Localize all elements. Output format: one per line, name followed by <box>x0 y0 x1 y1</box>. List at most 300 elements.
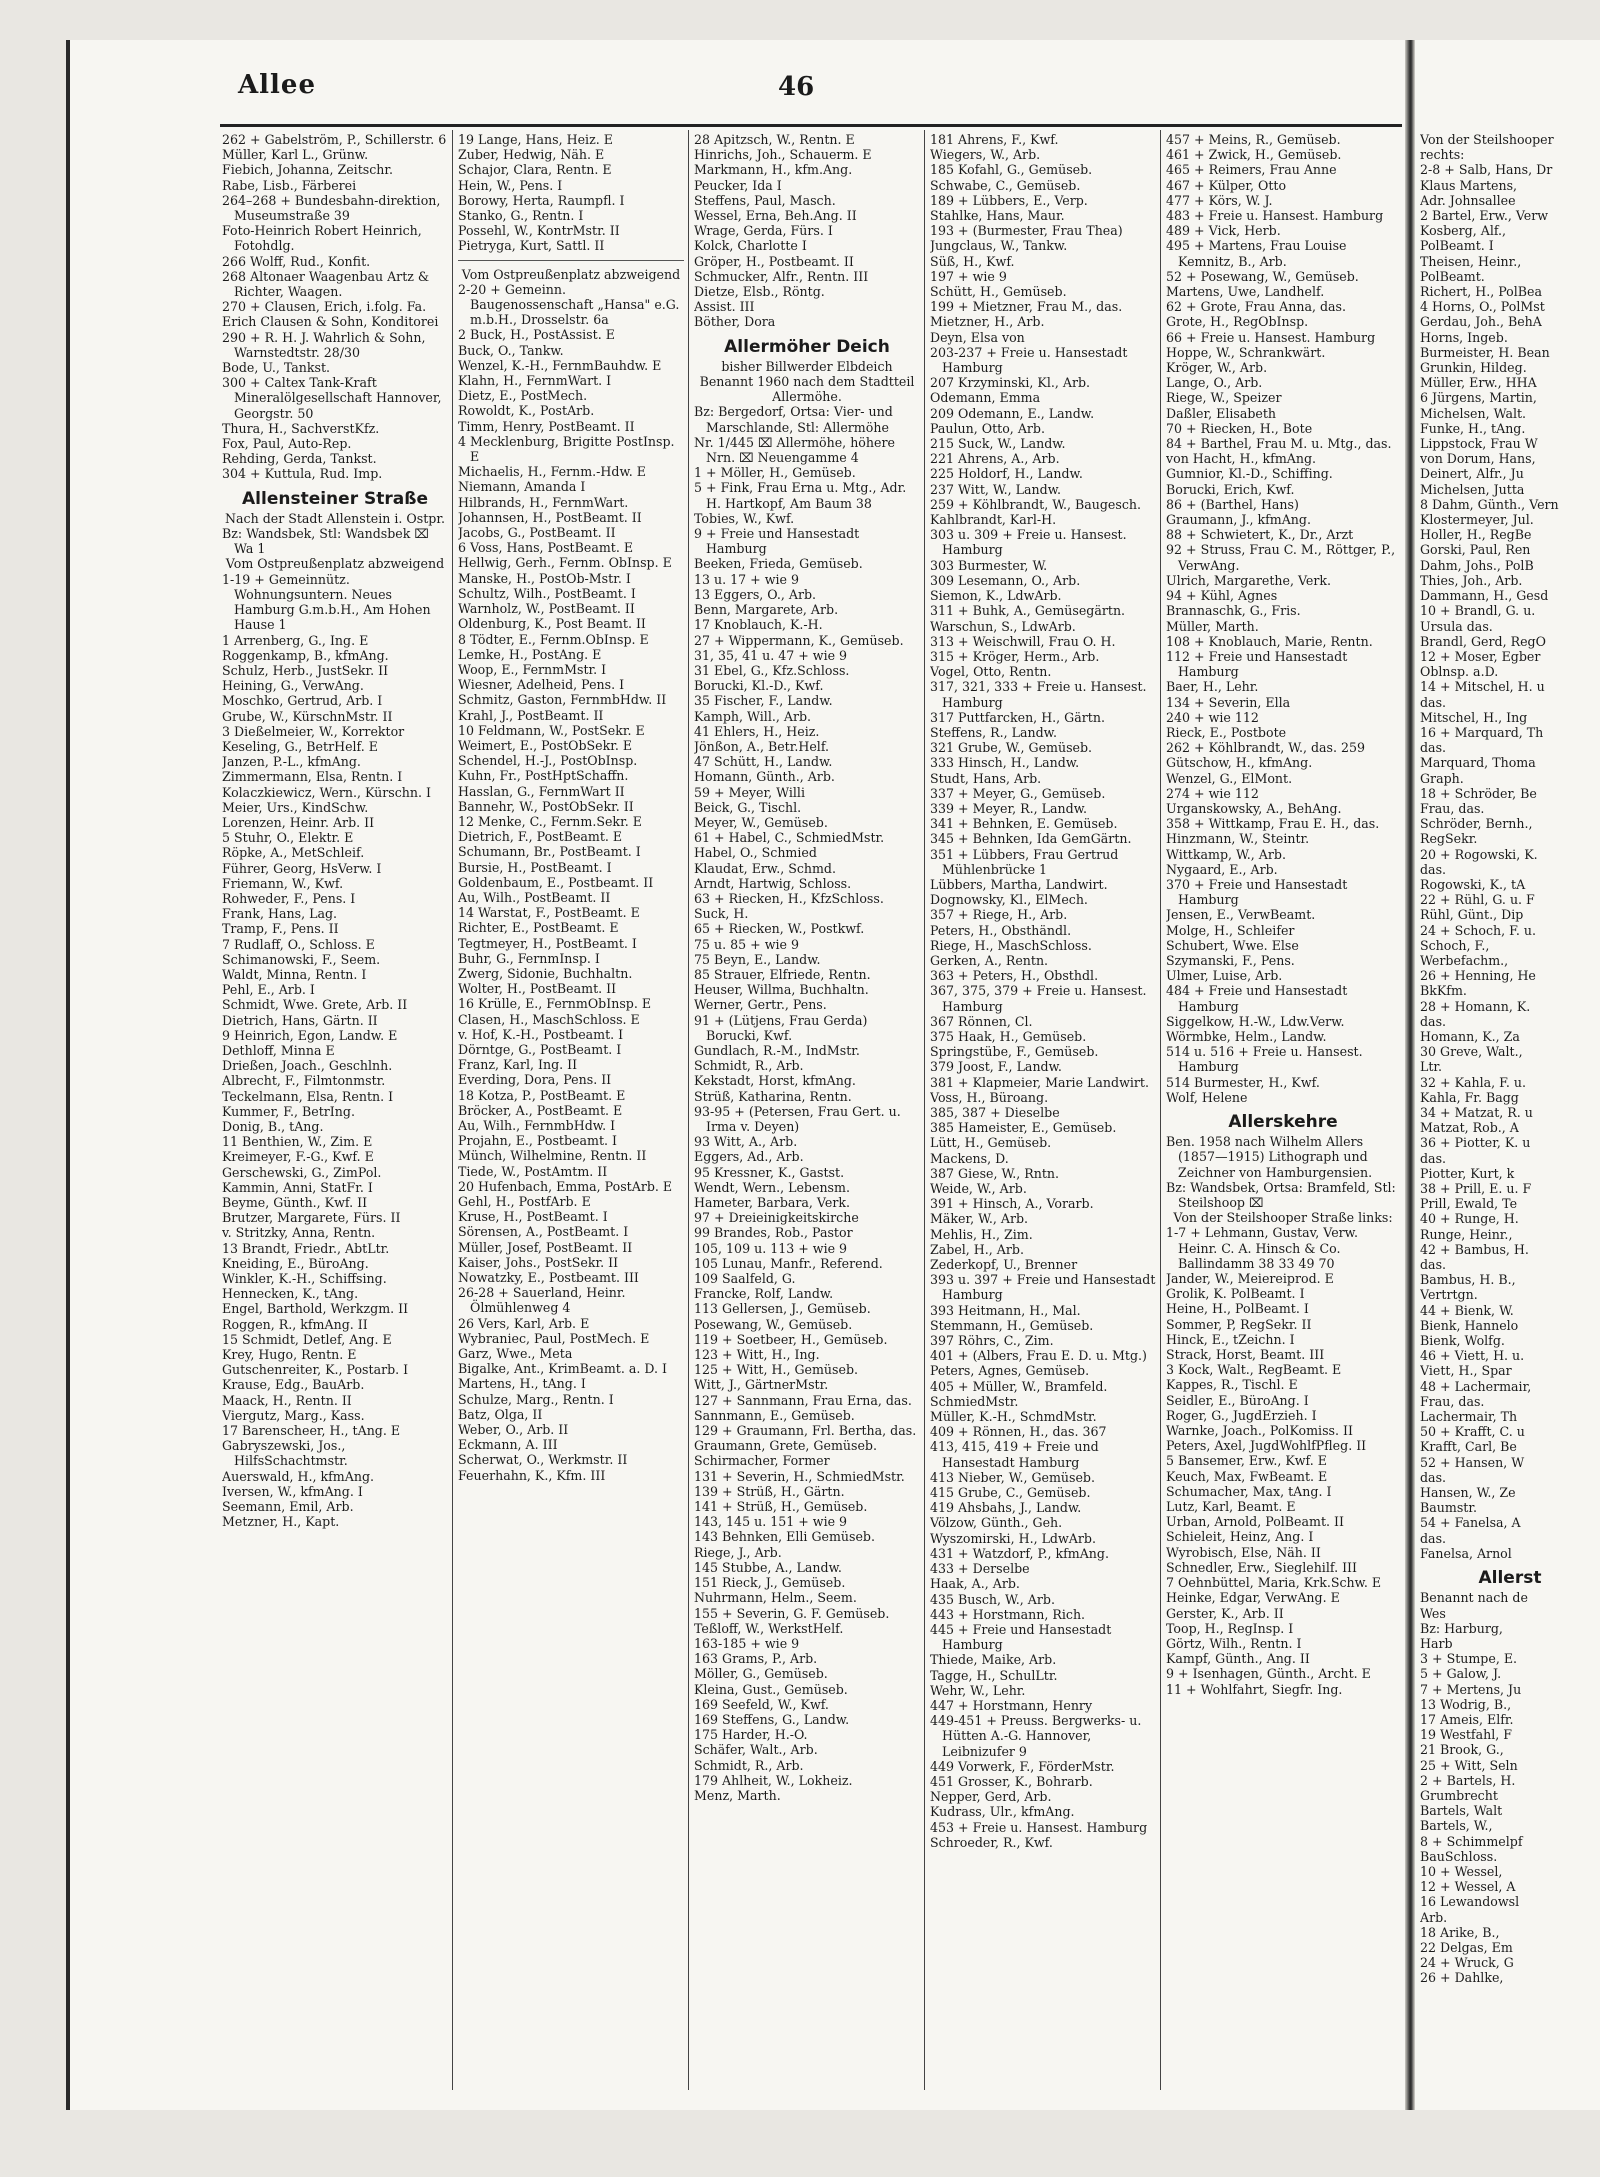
directory-entry: Fanelsa, Arnol <box>1420 1545 1512 1561</box>
directory-entry: 1 Arrenberg, G., Ing. E <box>222 632 369 648</box>
directory-entry: Ulmer, Luise, Arb. <box>1166 968 1283 984</box>
directory-entry: das. <box>1420 1257 1447 1273</box>
directory-entry: Projahn, E., Postbeamt. I <box>458 1133 617 1149</box>
directory-entry: 163-185 + wie 9 <box>694 1635 800 1651</box>
directory-entry: 453 + Freie u. Hansest. Hamburg <box>930 1819 1148 1835</box>
street-heading: Allerst <box>1478 1568 1542 1589</box>
directory-entry: 203-237 + Freie u. Hansestadt Hamburg <box>930 344 1128 376</box>
directory-entry: 12 Menke, C., Fernm.Sekr. E <box>458 813 642 829</box>
directory-entry: 2-20 + Gemeinn. Baugenossenschaft „Hansa" e.G. m.b.H., Drosselstr. 6a <box>458 281 680 328</box>
directory-entry: Krey, Hugo, Rentn. E <box>222 1347 357 1363</box>
directory-entry: 179 Ahlheit, W., Lokheiz. <box>694 1772 853 1788</box>
directory-entry: 381 + Klapmeier, Marie Landwirt. <box>930 1074 1149 1090</box>
directory-entry: 449-451 + Preuss. Bergwerks- u. Hütten A.-G. Hannover, Leibnizufer 9 <box>930 1713 1142 1759</box>
directory-entry: 8 + Schimmelpf <box>1420 1833 1523 1849</box>
directory-entry: Homann, Günth., Arb. <box>694 769 835 785</box>
page-number: 46 <box>778 72 815 102</box>
directory-entry: 465 + Reimers, Frau Anne <box>1166 162 1337 178</box>
directory-entry: 54 + Fanelsa, A <box>1420 1515 1521 1531</box>
directory-entry: Tegtmeyer, H., PostBeamt. I <box>458 935 637 951</box>
column-divider <box>688 130 689 2090</box>
directory-entry: v. Hof, K.-H., Postbeamt. I <box>458 1026 624 1042</box>
directory-entry: Scherwat, O., Werkmstr. II <box>458 1452 628 1468</box>
directory-entry: Dognowsky, Kl., ElMech. <box>930 892 1088 908</box>
directory-entry: 30 Greve, Walt., <box>1420 1044 1523 1060</box>
directory-entry: Teckelmann, Elsa, Rentn. I <box>222 1088 394 1104</box>
directory-entry: Keseling, G., BetrHelf. E <box>222 738 378 754</box>
directory-entry: 3 + Stumpe, E. <box>1420 1651 1518 1667</box>
directory-entry: Schendel, H.-J., PostObInsp. <box>458 753 638 769</box>
directory-entry: Borucki, Kl.-D., Kwf. <box>694 678 824 694</box>
directory-entry: Thiede, Maike, Arb. <box>930 1652 1057 1668</box>
directory-entry: Bambus, H. B., <box>1420 1272 1516 1288</box>
directory-entry: Rohweder, F., Pens. I <box>222 890 356 906</box>
directory-entry: Wörmbke, Helm., Landw. <box>1166 1028 1327 1044</box>
directory-entry: Wessel, Erna, Beh.Ang. II <box>694 208 857 224</box>
directory-entry: Zabel, H., Arb. <box>930 1241 1024 1257</box>
directory-entry: 435 Busch, W., Arb. <box>930 1591 1055 1607</box>
directory-entry: 449 Vorwerk, F., FörderMstr. <box>930 1758 1115 1774</box>
directory-entry: Drießen, Joach., Geschlnh. <box>222 1058 393 1074</box>
directory-entry: Toop, H., RegInsp. I <box>1166 1620 1294 1636</box>
directory-entry: Stemmann, H., Gemüseb. <box>930 1317 1094 1333</box>
directory-entry: 415 Grube, C., Gemüseb. <box>930 1485 1091 1501</box>
directory-entry: Möller, G., Gemüseb. <box>694 1666 828 1682</box>
directory-entry: Kummer, F., BetrIng. <box>222 1103 355 1119</box>
directory-entry: Hoppe, W., Schrankwärt. <box>1166 344 1326 360</box>
directory-entry: Eggers, Ad., Arb. <box>694 1149 804 1165</box>
directory-entry: das. <box>1420 694 1447 710</box>
directory-entry: Martens, H., tAng. I <box>458 1376 586 1392</box>
directory-entry: Bienk, Hannelo <box>1420 1317 1519 1333</box>
directory-entry: Schumann, Br., PostBeamt. I <box>458 844 641 860</box>
directory-entry: 145 Stubbe, A., Landw. <box>694 1559 842 1575</box>
directory-entry: Albrecht, F., Filmtonmstr. <box>222 1073 386 1089</box>
directory-entry: Nr. 1/445 ⌧ Allermöhe, höhere Nrn. ⌧ Neuengamme 4 <box>694 434 895 466</box>
directory-entry: Weimert, E., PostObSekr. E <box>458 737 633 753</box>
directory-entry: Clasen, H., MaschSchloss. E <box>458 1011 640 1027</box>
directory-entry: Hinzmann, W., Steintr. <box>1166 831 1310 847</box>
directory-entry: Roggenkamp, B., kfmAng. <box>222 647 389 663</box>
directory-entry: Witt, J., GärtnerMstr. <box>694 1377 829 1393</box>
directory-entry: Mäker, W., Arb. <box>930 1211 1029 1227</box>
directory-entry: 97 + Dreieinigkeitskirche <box>694 1210 859 1226</box>
directory-entry: Zederkopf, U., Brenner <box>930 1257 1078 1273</box>
directory-entry: 11 Benthien, W., Zim. E <box>222 1134 373 1150</box>
directory-entry: Marquard, Thoma <box>1420 755 1536 771</box>
directory-entry: 113 Gellersen, J., Gemüseb. <box>694 1301 871 1317</box>
directory-entry: Mehlis, H., Zim. <box>930 1226 1033 1242</box>
directory-entry: Oblnsp. a.D. <box>1420 664 1499 680</box>
directory-entry: Heuser, Willma, Buchhaltn. <box>694 982 869 998</box>
directory-entry: Wybraniec, Paul, PostMech. E <box>458 1330 650 1346</box>
directory-entry: 129 + Graumann, Frl. Bertha, das. <box>694 1423 917 1439</box>
directory-entry: Lippstock, Frau W <box>1420 436 1538 452</box>
directory-entry: das. <box>1420 740 1447 756</box>
directory-entry: 13 Wodrig, B., <box>1420 1696 1512 1712</box>
directory-entry: 31 Ebel, G., Kfz.Schloss. <box>694 662 850 678</box>
directory-entry: 52 + Hansen, W <box>1420 1454 1525 1470</box>
directory-entry: 9 Heinrich, Egon, Landw. E <box>222 1027 398 1043</box>
directory-entry: Warnke, Joach., PolKomiss. II <box>1166 1423 1353 1439</box>
directory-entry: 339 + Meyer, R., Landw. <box>930 800 1087 816</box>
directory-entry: Everding, Dora, Pens. II <box>458 1072 612 1088</box>
directory-entry: Seidler, E., BüroAng. I <box>1166 1392 1309 1408</box>
directory-entry: Gerdau, Joh., BehA <box>1420 314 1542 330</box>
directory-entry: Donig, B., tAng. <box>222 1119 324 1134</box>
directory-entry: 375 Haak, H., Gemüseb. <box>930 1028 1087 1044</box>
directory-entry: 337 + Meyer, G., Gemüseb. <box>930 785 1106 801</box>
directory-entry: 2 Buck, H., PostAssist. E <box>458 327 615 343</box>
directory-entry: Au, Wilh., FernmbHdw. I <box>458 1118 616 1133</box>
directory-entry: 15 Schmidt, Detlef, Ang. E <box>222 1331 392 1347</box>
directory-entry: Frau, das. <box>1420 800 1485 816</box>
directory-entry: 91 + (Lütjens, Frau Gerda) Borucki, Kwf. <box>694 1012 868 1043</box>
book-gutter <box>1405 40 1415 2110</box>
directory-entry: Kahlbrandt, Karl-H. <box>930 512 1057 528</box>
directory-entry: Schmidt, R., Arb. <box>694 1058 804 1074</box>
directory-entry: Pehl, E., Arb. I <box>222 982 315 998</box>
scan-margin <box>66 2110 1600 2177</box>
directory-entry: 20 Hufenbach, Emma, PostArb. E <box>458 1178 673 1194</box>
directory-entry: Grote, H., RegObInsp. <box>1166 314 1309 330</box>
directory-entry: 84 + Barthel, Frau M. u. Mtg., das. <box>1166 436 1392 452</box>
directory-entry: 26-28 + Sauerland, Heinr. Ölmühlenweg 4 <box>458 1285 626 1316</box>
directory-entry: Niemann, Amanda I <box>458 479 586 495</box>
directory-entry: Kleina, Gust., Gemüseb. <box>694 1681 848 1697</box>
directory-entry: Krause, Edg., BauArb. <box>222 1377 365 1393</box>
directory-entry: 197 + wie 9 <box>930 268 1007 284</box>
directory-entry: 290 + R. H. J. Wahrlich & Sohn, Warnstedtstr. 28/30 <box>222 329 426 360</box>
directory-entry: 75 u. 85 + wie 9 <box>694 936 800 952</box>
directory-entry: Roggen, R., kfmAng. II <box>222 1316 368 1332</box>
directory-entry: Grunkin, Hildeg. <box>1420 360 1527 376</box>
directory-entry: Suck, H. <box>694 906 749 922</box>
directory-entry: Gröper, H., Postbeamt. II <box>694 253 854 269</box>
directory-entry: Schieleit, Heinz, Ang. I <box>1166 1529 1314 1545</box>
directory-entry: Meyer, W., Gemüseb. <box>694 814 828 830</box>
directory-entry: Frank, Hans, Lag. <box>222 906 338 922</box>
directory-entry: 38 + Prill, E. u. F <box>1420 1181 1532 1197</box>
directory-entry: 10 + Wessel, <box>1420 1863 1503 1879</box>
directory-entry: 300 + Caltex Tank-Kraft Mineralölgesellschaft Hannover, Georgstr. 50 <box>222 375 442 421</box>
directory-entry: Mitschel, H., Ing <box>1420 709 1528 725</box>
directory-entry: 367, 375, 379 + Freie u. Hansest. Hamburg <box>930 983 1147 1014</box>
directory-entry: Beyme, Günth., Kwf. II <box>222 1195 368 1211</box>
directory-entry: Kamph, Will., Arb. <box>694 708 812 724</box>
directory-entry: v. Stritzky, Anna, Rentn. <box>222 1225 376 1241</box>
directory-entry: Gerster, K., Arb. II <box>1166 1605 1284 1621</box>
directory-entry: Dietz, E., PostMech. <box>458 388 588 404</box>
directory-entry: Kreimeyer, F.-G., Kwf. E <box>222 1149 374 1165</box>
directory-entry: Schmitz, Gaston, FernmbHdw. II <box>458 692 667 708</box>
street-note: Vom Ostpreußenplatz abzweigend <box>225 556 445 572</box>
column-3 <box>694 132 920 2102</box>
directory-entry: BauSchloss. <box>1420 1848 1498 1864</box>
directory-entry: Tramp, F., Pens. II <box>222 921 339 937</box>
directory-entry: 5 + Fink, Frau Erna u. Mtg., Adr. H. Hartkopf, Am Baum 38 <box>694 480 907 511</box>
directory-entry: 357 + Riege, H., Arb. <box>930 907 1068 923</box>
directory-entry: 4 Horns, O., PolMst <box>1420 299 1545 315</box>
directory-entry: Waldt, Minna, Rentn. I <box>222 966 367 982</box>
directory-entry: Bz: Bergedorf, Ortsa: Vier- und Marschlande, Stl: Allermöhe <box>694 404 893 435</box>
directory-entry: 6 Jürgens, Martin, <box>1420 390 1537 406</box>
directory-entry: Gumnior, Kl.-D., Schiffing. <box>1166 466 1333 482</box>
directory-entry: Schmucker, Alfr., Rentn. III <box>694 268 869 284</box>
directory-entry: Woop, E., FernmMstr. I <box>458 661 607 677</box>
street-heading: Allensteiner Straße <box>242 488 428 509</box>
directory-entry: Schajor, Clara, Rentn. E <box>458 162 612 178</box>
directory-entry: 112 + Freie und Hansestadt Hamburg <box>1166 648 1348 680</box>
directory-entry: Jönßon, A., Betr.Helf. <box>694 738 830 754</box>
directory-entry: Johannsen, H., PostBeamt. II <box>458 509 642 525</box>
directory-entry: 367 Rönnen, Cl. <box>930 1013 1033 1029</box>
directory-entry: Au, Wilh., PostBeamt. II <box>458 889 611 905</box>
directory-entry: Schröder, Bernh., <box>1420 816 1533 832</box>
directory-entry: 461 + Zwick, H., Gemüseb. <box>1166 147 1342 163</box>
directory-entry: Wolf, Helene <box>1166 1089 1248 1105</box>
directory-entry: 17 Knoblauch, K.-H. <box>694 617 823 633</box>
directory-entry: Lutz, Karl, Beamt. E <box>1166 1499 1296 1515</box>
directory-entry: 151 Rieck, J., Gemüseb. <box>694 1575 846 1591</box>
directory-entry: SchmiedMstr. <box>930 1393 1019 1409</box>
directory-entry: Theisen, Heinr., <box>1420 253 1522 269</box>
directory-entry: Krahl, J., PostBeamt. II <box>458 707 604 723</box>
directory-entry: Brutzer, Margarete, Fürs. II <box>222 1210 401 1226</box>
directory-entry: Lachermair, Th <box>1420 1409 1518 1425</box>
directory-entry: Richert, H., PolBea <box>1420 284 1542 300</box>
directory-entry: 4 Mecklenburg, Brigitte PostInsp. E <box>458 433 675 465</box>
directory-entry: 6 Voss, Hans, PostBeamt. E <box>458 540 634 556</box>
directory-entry: Weide, W., Arb. <box>930 1181 1027 1197</box>
directory-entry: Baumstr. <box>1420 1500 1477 1516</box>
header-rule <box>220 124 1402 127</box>
column-divider <box>924 130 925 2090</box>
directory-entry: Steffens, R., Landw. <box>930 724 1057 740</box>
directory-entry: Klaudat, Erw., Schmd. <box>694 860 836 876</box>
directory-entry: Wyszomirski, H., LdwArb. <box>930 1530 1096 1546</box>
directory-entry: Hinrichs, Joh., Schauerm. E <box>694 147 872 163</box>
directory-entry: Urganskowsky, A., BehAng. <box>1166 800 1342 816</box>
directory-entry: Schroeder, R., Kwf. <box>930 1834 1053 1850</box>
directory-entry: 19 Westfahl, F <box>1420 1727 1512 1743</box>
directory-entry: Steffens, Paul, Masch. <box>694 192 836 208</box>
column-1 <box>222 132 448 2102</box>
directory-entry: Lange, O., Arb. <box>1166 375 1263 391</box>
directory-entry: 75 Beyn, E., Landw. <box>694 951 821 967</box>
directory-entry: Von der Steilshooper <box>1420 132 1554 147</box>
directory-entry: Schirmacher, Former <box>694 1453 830 1469</box>
directory-entry: 27 + Wippermann, K., Gemüseb. <box>694 632 904 648</box>
directory-entry: Strüß, Katharina, Rentn. <box>694 1088 852 1104</box>
directory-entry: Bartels, W., <box>1420 1818 1493 1834</box>
directory-entry: 199 + Mietzner, Frau M., das. <box>930 299 1123 315</box>
directory-entry: 393 u. 397 + Freie und Hansestadt Hamburg <box>930 1272 1156 1303</box>
directory-entry: 181 Ahrens, F., Kwf. <box>930 132 1059 147</box>
directory-entry: Görtz, Wilh., Rentn. I <box>1166 1635 1302 1651</box>
directory-entry: 18 Arike, B., <box>1420 1924 1500 1940</box>
directory-entry: Schmidt, R., Arb. <box>694 1757 804 1773</box>
directory-entry: 266 Wolff, Rud., Konfit. <box>222 253 371 269</box>
directory-entry: 317, 321, 333 + Freie u. Hansest. Hamburg <box>930 679 1147 710</box>
directory-entry: Bode, U., Tankst. <box>222 360 331 376</box>
column-5 <box>1166 132 1400 2102</box>
directory-entry: Engel, Barthold, Werkzgm. II <box>222 1301 409 1317</box>
directory-entry: 221 Ahrens, A., Arb. <box>930 451 1060 467</box>
directory-entry: Sörensen, A., PostBeamt. I <box>458 1224 629 1240</box>
directory-entry: Mackens, D. <box>930 1150 1009 1166</box>
directory-entry: 333 Hinsch, H., Landw. <box>930 755 1080 771</box>
directory-entry: 18 + Schröder, Be <box>1420 785 1537 801</box>
directory-entry: 141 + Strüß, H., Gemüseb. <box>694 1499 868 1515</box>
directory-entry: Mietzner, H., Arb. <box>930 314 1045 330</box>
directory-entry: Vertrtgn. <box>1420 1287 1478 1303</box>
directory-entry: Francke, Rolf, Landw. <box>694 1286 834 1302</box>
directory-entry: Hein, W., Pens. I <box>458 177 563 193</box>
directory-entry: Jungclaus, W., Tankw. <box>930 238 1068 254</box>
directory-entry: Schoch, F., <box>1420 937 1490 953</box>
directory-entry: 119 + Soetbeer, H., Gemüseb. <box>694 1331 888 1347</box>
directory-entry: Paulun, Otto, Arb. <box>930 420 1045 436</box>
directory-entry: Tobies, W., Kwf. <box>694 510 795 526</box>
directory-entry: Völzow, Günth., Geh. <box>930 1515 1063 1531</box>
directory-entry: Nowatzky, E., Postbeamt. III <box>458 1270 639 1286</box>
directory-entry: Thies, Joh., Arb. <box>1420 572 1523 588</box>
street-heading: Allerskehre <box>1228 1112 1338 1132</box>
directory-entry: Dietze, Elsb., Röntg. <box>694 284 825 300</box>
directory-entry: 413, 415, 419 + Freie und Hansestadt Hamburg <box>930 1439 1099 1470</box>
directory-entry: Hameter, Barbara, Verk. <box>694 1195 850 1211</box>
directory-entry: 94 + Kühl, Agnes <box>1166 588 1278 604</box>
directory-entry: Burmeister, H. Bean <box>1420 344 1550 360</box>
directory-entry: 303 Burmester, W. <box>930 557 1048 573</box>
directory-entry: 47 Schütt, H., Landw. <box>694 754 833 770</box>
directory-entry: 155 + Severin, G. F. Gemüseb. <box>694 1605 890 1621</box>
directory-entry: 24 + Schoch, F. u. <box>1420 922 1537 938</box>
directory-entry: 209 Odemann, E., Landw. <box>930 405 1095 421</box>
directory-entry: Graumann, Grete, Gemüseb. <box>694 1438 877 1454</box>
directory-entry: Runge, Heinr., <box>1420 1226 1513 1242</box>
directory-entry: 457 + Meins, R., Gemüseb. <box>1166 132 1341 147</box>
directory-entry: das. <box>1420 1150 1447 1166</box>
directory-entry: Ulrich, Margarethe, Verk. <box>1166 572 1332 588</box>
directory-entry: 24 + Wruck, G <box>1420 1955 1514 1971</box>
directory-entry: Rabe, Lisb., Färberei <box>222 177 357 193</box>
directory-entry: Borowy, Herta, Raumpfl. I <box>458 192 625 208</box>
directory-entry: 431 + Watzdorf, P., kfmAng. <box>930 1545 1109 1561</box>
directory-entry: Gütschow, H., kfmAng. <box>1166 755 1313 771</box>
directory-entry: 11 + Wohlfahrt, Siegfr. Ing. <box>1166 1681 1343 1697</box>
directory-entry: 13 u. 17 + wie 9 <box>694 571 800 587</box>
directory-entry: 1 + Möller, H., Gemüseb. <box>694 465 856 481</box>
directory-entry: 447 + Horstmann, Henry <box>930 1697 1093 1713</box>
directory-entry: Schulz, Herb., JustSekr. II <box>222 662 389 678</box>
directory-entry: 44 + Bienk, W. <box>1420 1302 1514 1318</box>
directory-entry: Schumacher, Max, tAng. I <box>1166 1483 1332 1499</box>
directory-entry: Kaiser, Johs., PostSekr. II <box>458 1254 619 1270</box>
directory-entry: Menz, Marth. <box>694 1787 781 1803</box>
directory-entry: 65 + Riecken, W., Postkwf. <box>694 921 865 937</box>
page-edge <box>66 40 70 2110</box>
directory-entry: Franz, Karl, Ing. II <box>458 1057 578 1073</box>
directory-entry: Zwerg, Sidonie, Buchhaltn. <box>458 965 633 981</box>
directory-entry: 28 + Homann, K. <box>1420 998 1531 1014</box>
street-note: bisher Billwerder Elbdeich <box>721 358 893 374</box>
directory-entry: Michelsen, Walt. <box>1420 405 1527 421</box>
directory-entry: Bröcker, A., PostBeamt. E <box>458 1102 623 1118</box>
directory-entry: BkKfm. <box>1420 983 1467 999</box>
directory-entry: Haak, A., Arb. <box>930 1576 1020 1592</box>
directory-entry: Wolter, H., PostBeamt. II <box>458 981 617 997</box>
directory-entry: 40 + Runge, H. <box>1420 1211 1519 1227</box>
directory-entry: 20 + Rogowski, K. <box>1420 846 1538 862</box>
directory-entry: 264–268 + Bundesbahn-direktion, Museumstraße 39 <box>222 192 441 224</box>
column-2 <box>458 132 684 2102</box>
directory-entry: Bz: Wandsbek, Stl: Wandsbek ⌧ Wa 1 <box>222 526 429 557</box>
directory-entry: Beeken, Frieda, Gemüseb. <box>694 556 863 572</box>
directory-entry: 484 + Freie und Hansestadt Hamburg <box>1166 983 1348 1014</box>
directory-entry: Odemann, Emma <box>930 390 1041 406</box>
directory-entry: 105, 109 u. 113 + wie 9 <box>694 1240 848 1256</box>
directory-entry: Heine, H., PolBeamt. I <box>1166 1301 1309 1317</box>
facing-page-column <box>1420 132 1600 2102</box>
directory-entry: das. <box>1420 1530 1447 1546</box>
directory-entry: Gehl, H., PostfArb. E <box>458 1194 591 1210</box>
directory-entry: 169 Steffens, G., Landw. <box>694 1711 850 1727</box>
directory-entry: 61 + Habel, C., SchmiedMstr. <box>694 830 885 846</box>
directory-entry: das. <box>1420 861 1447 877</box>
directory-entry: Kekstadt, Horst, kfmAng. <box>694 1073 856 1089</box>
directory-entry: Kampf, Günth., Ang. II <box>1166 1651 1310 1667</box>
directory-entry: Riege, W., Speizer <box>1166 390 1282 406</box>
directory-entry: Wendt, Wern., Lebensm. <box>694 1179 850 1195</box>
directory-entry: Maack, H., Rentn. II <box>222 1392 352 1408</box>
directory-entry: Funke, H., tAng. <box>1420 420 1526 436</box>
directory-entry: 92 + Struss, Frau C. M., Röttger, P., VerwAng. <box>1166 542 1396 573</box>
directory-entry: Homann, K., Za <box>1420 1028 1520 1044</box>
directory-entry: 93-95 + (Petersen, Frau Gert. u. Irma v. Deyen) <box>694 1103 901 1134</box>
directory-entry: 2-8 + Salb, Hans, Dr <box>1420 162 1553 178</box>
directory-entry: Viergutz, Marg., Kass. <box>222 1407 365 1423</box>
column-divider <box>452 130 453 2090</box>
directory-entry: 70 + Riecken, H., Bote <box>1166 420 1313 436</box>
running-head: Allee <box>238 70 317 100</box>
directory-entry: Beick, G., Tischl. <box>694 799 802 815</box>
directory-entry: Riege, H., MaschSchloss. <box>930 937 1092 953</box>
directory-entry: Hilbrands, H., FernmWart. <box>458 494 629 510</box>
directory-entry: Zuber, Hedwig, Näh. E <box>458 147 605 163</box>
directory-entry: Zimmermann, Elsa, Rentn. I <box>222 769 403 785</box>
directory-entry: Gorski, Paul, Ren <box>1420 542 1531 558</box>
directory-entry: Kuhn, Fr., PostHptSchaffn. <box>458 768 629 784</box>
directory-entry: Gerschewski, G., ZimPol. <box>222 1164 382 1180</box>
directory-entry: 26 + Henning, He <box>1420 968 1536 984</box>
directory-entry: Holler, H., RegBe <box>1420 527 1532 543</box>
directory-entry: 17 Ameis, Elfr. <box>1420 1711 1514 1727</box>
directory-entry: Klaus Martens, <box>1420 177 1518 193</box>
directory-entry: 10 + Brandl, G. u. <box>1420 603 1536 619</box>
directory-entry: 309 Lesemann, O., Arb. <box>930 572 1081 588</box>
directory-entry: 105 Lunau, Manfr., Referend. <box>694 1255 883 1271</box>
directory-entry: rechts: <box>1420 147 1465 163</box>
directory-entry: Jacobs, G., PostBeamt. II <box>458 525 616 541</box>
directory-entry: Deyn, Elsa von <box>930 329 1025 345</box>
directory-entry: 215 Suck, W., Landw. <box>930 436 1066 452</box>
directory-entry: 99 Brandes, Rob., Pastor <box>694 1225 853 1241</box>
directory-entry: 514 Burmester, H., Kwf. <box>1166 1074 1320 1090</box>
directory-entry: 193 + (Burmester, Frau Thea) <box>930 223 1123 239</box>
directory-entry: Sannmann, E., Gemüseb. <box>694 1407 855 1423</box>
